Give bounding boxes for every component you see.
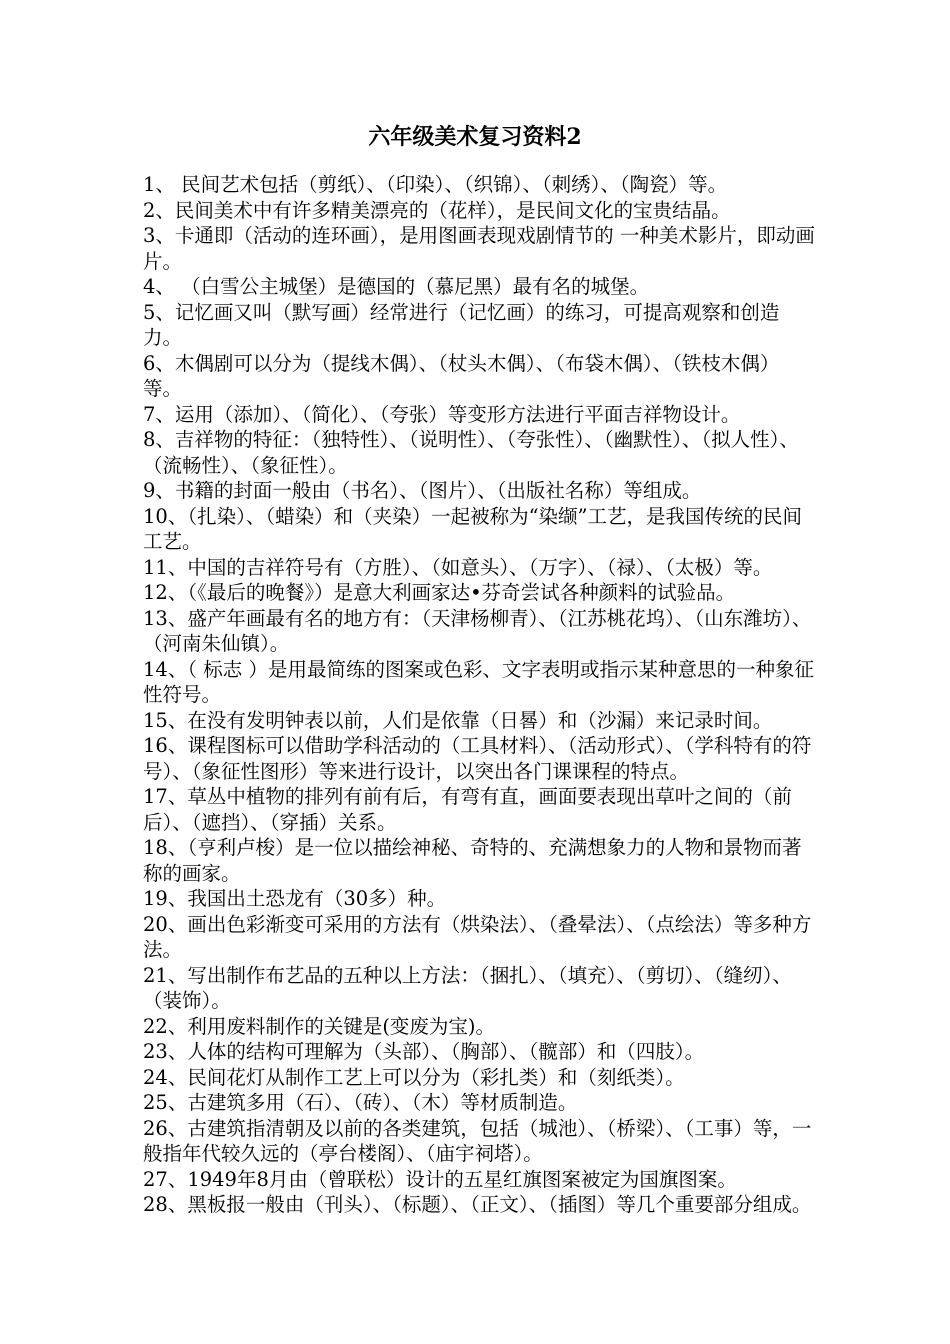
review-item: 22、利用废料制作的关键是(变废为宝)。 <box>143 1014 496 1038</box>
review-item: 28、黑板报一般由（刊头）、（标题）、（正文）、（插图）等几个重要部分组成。 <box>143 1193 812 1216</box>
review-item: 12、（《最后的晚餐》）是意大利画家达•芬奇尝试各种颜料的试验品。 <box>143 581 736 604</box>
review-item: 4、 （白雪公主城堡）是德国的（慕尼黑）最有名的城堡。 <box>143 275 650 298</box>
review-item: 21、写出制作布艺品的五种以上方法：（捆扎）、（填充）、（剪切）、（缝纫）、（装饰）。 <box>143 963 792 1012</box>
review-item: 13、盛产年画最有名的地方有：（天津杨柳青）、（江苏桃花坞）、（山东潍坊）、（河南朱仙镇）。 <box>143 606 812 655</box>
review-item: 11、中国的吉祥符号有（方胜）、（如意头）、（万字）、（禄）、（太极）等。 <box>143 555 773 579</box>
document-title: 六年级美术复习资料2 <box>368 124 582 150</box>
review-item: 6、木偶剧可以分为（提线木偶）、（杖头木偶）、（布袋木偶）、（铁枝木偶）等。 <box>143 351 780 400</box>
review-item: 9、书籍的封面一般由（书名）、（图片）、（出版社名称）等组成。 <box>143 479 702 502</box>
review-item: 16、课程图标可以借助学科活动的（工具材料）、（活动形式）、（学科特有的符号）、（象征性图形）等来进行设计，以突出各门课课程的特点。 <box>143 734 812 783</box>
review-item: 5、记忆画又叫（默写画）经常进行（记忆画）的练习，可提高观察和创造力。 <box>143 300 780 349</box>
review-item: 7、运用（添加）、（简化）、（夸张）等变形方法进行平面吉祥物设计。 <box>143 402 741 426</box>
review-item: 23、人体的结构可理解为（头部）、（胸部）、（髋部）和（四肢）。 <box>143 1040 705 1063</box>
review-item: 15、在没有发明钟表以前，人们是依靠（日晷）和（沙漏）来记录时间。 <box>143 708 773 732</box>
review-item: 8、吉祥物的特征：（独特性）、（说明性）、（夸张性）、（幽默性）、（拟人性）、（流畅性）、（象征性）。 <box>143 428 799 477</box>
review-item: 17、草丛中植物的排列有前有后，有弯有直，画面要表现出草叶之间的（前后）、（遮挡）、（穿插）关系。 <box>143 785 792 834</box>
review-item: 2、民间美术中有许多精美漂亮的（花样），是民间文化的宝贵结晶。 <box>143 198 731 222</box>
review-item: 10、（扎染）、（蜡染）和（夹染）一起被称为“染缬”工艺，是我国传统的民间工艺。 <box>143 504 803 553</box>
review-item: 25、古建筑多用（石）、（砖）、（木）等材质制造。 <box>143 1091 578 1114</box>
review-item: 14、（ 标志 ）是用最简练的图案或色彩、文字表明或指示某种意思的一种象征性符号。 <box>143 657 814 706</box>
review-item: 27、1949年8月由（曾联松）设计的五星红旗图案被定为国旗图案。 <box>143 1167 737 1191</box>
review-item: 1、 民间艺术包括（剪纸）、（印染）、（织锦）、（刺绣）、（陶瓷）等。 <box>143 173 728 196</box>
review-item: 26、古建筑指清朝及以前的各类建筑，包括（城池）、（桥梁）、（工事）等，一般指年代较久远的（亭台楼阁）、（庙宇祠塔）。 <box>143 1116 812 1165</box>
review-item: 18、（亨利卢梭）是一位以描绘神秘、奇特的、充满想象力的人物和景物而著称的画家。 <box>143 836 802 885</box>
review-item: 24、民间花灯从制作工艺上可以分为（彩扎类）和（刻纸类）。 <box>143 1065 685 1089</box>
review-items-list <box>143 172 815 1218</box>
review-item: 3、卡通即（活动的连环画），是用图画表现戏剧情节的 一种美术影片，即动画片。 <box>143 224 815 273</box>
review-item: 20、画出色彩渐变可采用的方法有（烘染法）、（叠晕法）、（点绘法）等多种方法。 <box>143 912 812 961</box>
review-item: 19、我国出土恐龙有（30多）种。 <box>143 887 447 910</box>
